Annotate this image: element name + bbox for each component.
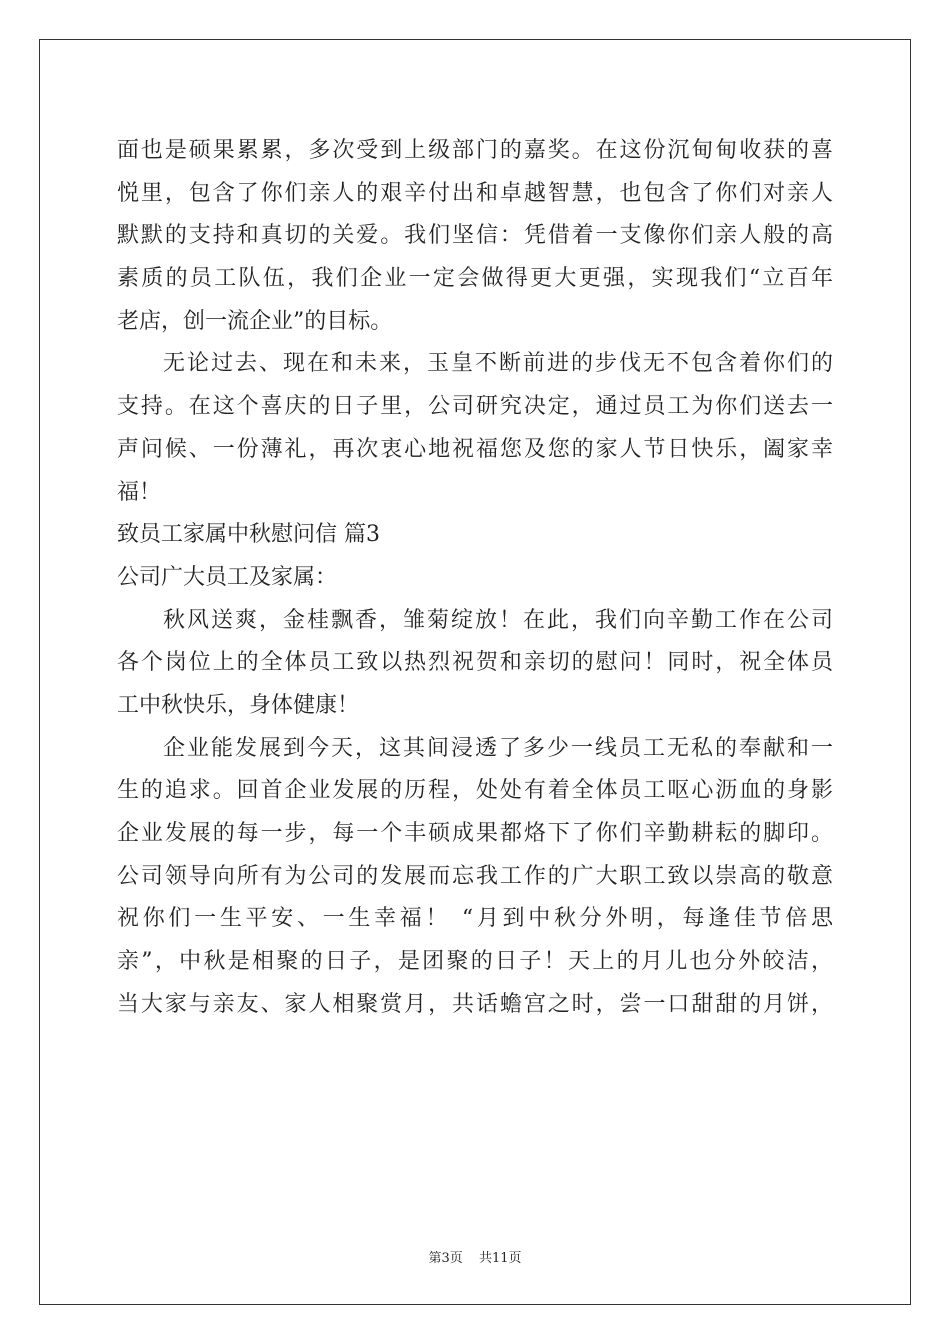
text-line: 支持。在这个喜庆的日子里，公司研究决定，通过员工为你们送去一 [117,394,833,420]
text-line: 无论过去、现在和未来，玉皇不断前进的步伐无不包含着你们的 [163,351,833,377]
text-line: 面也是硕果累累，多次受到上级部门的嘉奖。在这份沉甸甸收获的喜 [117,138,833,163]
text-line: 企业能发展到今天，这其间浸透了多少一线员工无私的奉献和一 [163,735,833,761]
document-body [117,130,833,1026]
text-line: 祝你们一生平安、一生幸福！ “月到中秋分外明，每逢佳节倍思 [117,906,833,932]
text-line: 素质的员工队伍，我们企业一定会做得更大更强，实现我们“立百年 [117,266,833,292]
text-line: 生的追求。回首企业发展的历程，处处有着全体员工呕心沥血的身影 [117,778,833,804]
text-line: 秋风送爽，金桂飘香，雏菊绽放！在此，我们向辛勤工作在公司 [163,607,833,633]
text-line: 亲”，中秋是相聚的日子，是团聚的日子！天上的月儿也分外皎洁， [117,949,833,975]
text-line: 工中秋快乐，身体健康！ [117,692,360,718]
text-line: 悦里，包含了你们亲人的艰辛付出和卓越智慧，也包含了你们对亲人 [117,180,833,206]
text-line: 各个岗位上的全体员工致以热烈祝贺和亲切的慰问！同时，祝全体员 [117,650,833,676]
text-line: 声问候、一份薄礼，再次衷心地祝福您及您的家人节日快乐，阖家幸 [117,436,833,462]
text-line: 致员工家属中秋慰问信 篇3 [117,522,380,548]
page-total: 共11页 [478,1251,522,1266]
text-line: 公司领导向所有为公司的发展而忘我工作的广大职工致以崇高的敬意 [117,863,833,889]
text-line: 企业发展的每一步，每一个丰硕成果都烙下了你们辛勤耕耘的脚印。 [117,821,833,846]
text-line: 当大家与亲友、家人相聚赏月，共话蟾宫之时，尝一口甜甜的月饼， [117,991,833,1017]
text-line: 老店，创一流企业”的目标。 [117,308,393,334]
page-number: 第3页 [428,1251,463,1266]
text-line: 公司广大员工及家属： [117,564,338,590]
text-line: 默默的支持和真切的关爱。我们坚信：凭借着一支像你们亲人般的高 [117,223,833,249]
text-line: 福！ [117,479,162,505]
page-footer [0,1247,950,1266]
